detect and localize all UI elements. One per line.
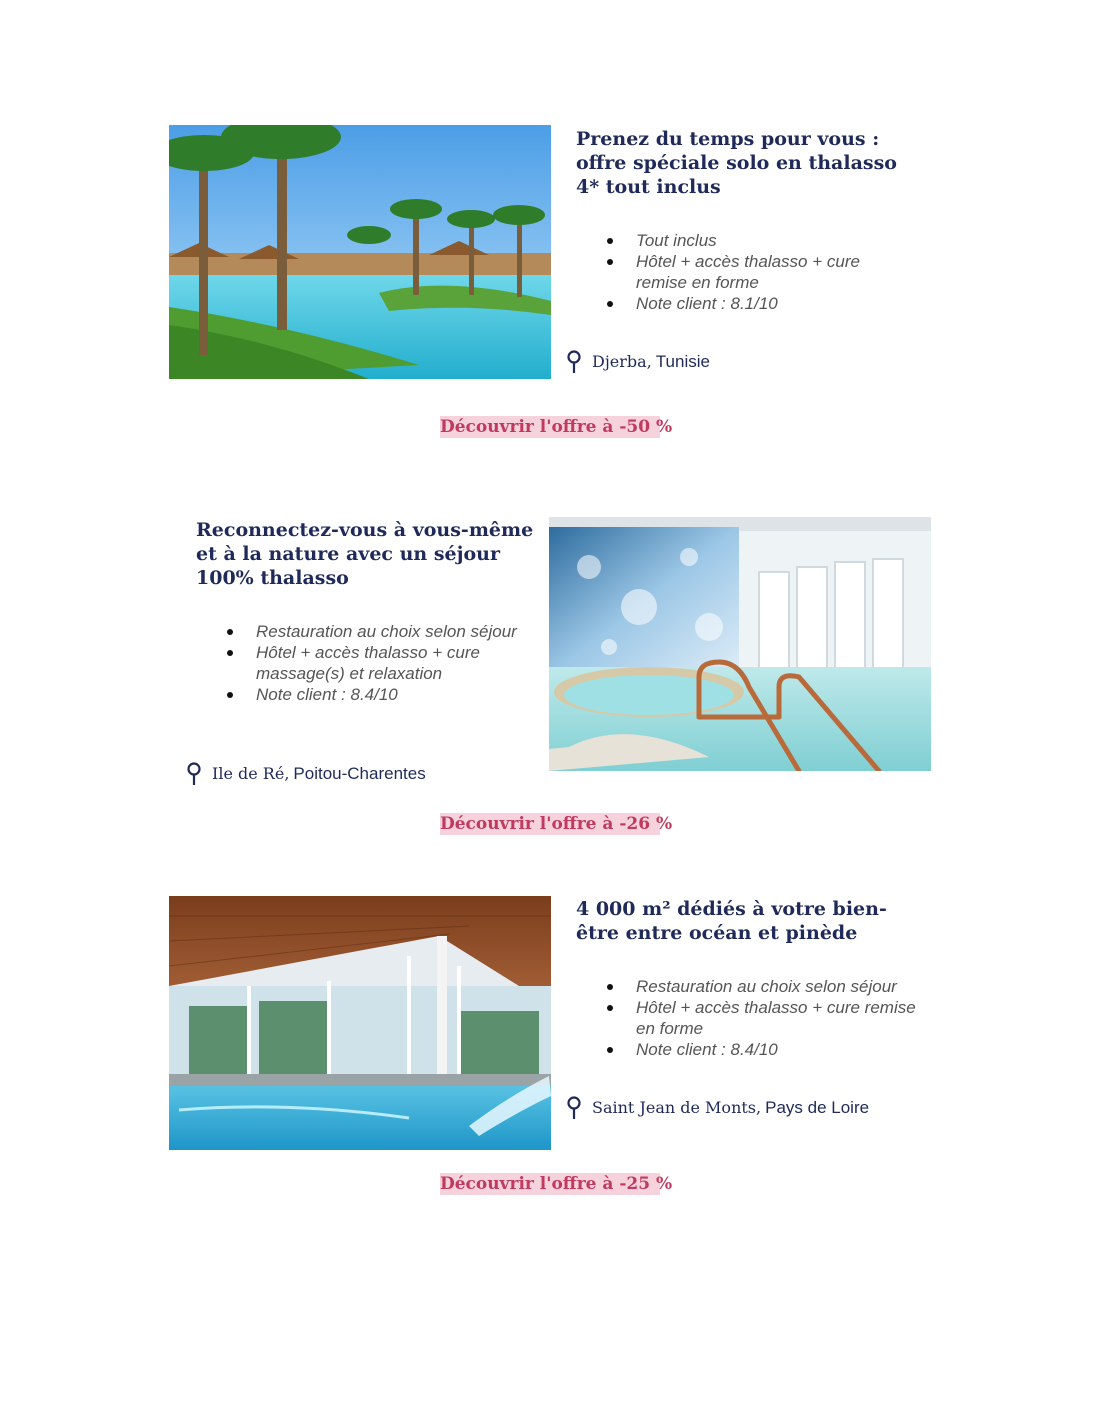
location-separator: , — [284, 764, 290, 783]
offer-title: Prenez du temps pour vous : offre spéciale solo en thalasso 4* tout inclus — [576, 128, 897, 198]
discover-offer-link[interactable]: Découvrir l'offre à -26 % — [440, 814, 673, 834]
location-place: Djerba — [592, 352, 647, 371]
feature-item: Restauration au choix selon séjour — [606, 976, 916, 997]
discover-offer-link[interactable]: Découvrir l'offre à -25 % — [440, 1174, 673, 1194]
offer-features — [226, 621, 536, 705]
feature-item: Tout inclus — [606, 230, 906, 251]
offer-location — [566, 350, 710, 374]
offer-photo-thalasso-hall — [169, 896, 551, 1150]
feature-item: Hôtel + accès thalasso + cure remise en forme — [606, 997, 916, 1039]
feature-item: Note client : 8.4/10 — [606, 1039, 916, 1060]
map-pin-icon — [566, 350, 582, 374]
offer-photo-djerba-pool — [169, 125, 551, 379]
feature-item: Note client : 8.1/10 — [606, 293, 906, 314]
location-region: Tunisie — [655, 352, 710, 371]
offer-title: Reconnectez-vous à vous-même et à la nature avec un séjour 100% thalasso — [196, 519, 534, 589]
map-pin-icon — [186, 762, 202, 786]
location-region: Poitou-Charentes — [293, 764, 426, 783]
feature-item: Hôtel + accès thalasso + cure remise en forme — [606, 251, 906, 293]
offer-photo-indoor-pool — [549, 517, 931, 771]
location-region: Pays de Loire — [765, 1098, 870, 1117]
offer-features — [606, 976, 916, 1060]
location-separator: , — [646, 352, 652, 371]
location-place: Saint Jean de Monts — [592, 1098, 757, 1117]
offer-features — [606, 230, 906, 314]
feature-item: Hôtel + accès thalasso + cure massage(s) et relaxation — [226, 642, 536, 684]
feature-item: Restauration au choix selon séjour — [226, 621, 536, 642]
location-separator: , — [756, 1098, 762, 1117]
offer-location — [566, 1096, 869, 1120]
offer-location — [186, 762, 426, 786]
map-pin-icon — [566, 1096, 582, 1120]
offer-title: 4 000 m² dédiés à votre bien-être entre océan et pinède — [576, 898, 887, 944]
discover-offer-link[interactable]: Découvrir l'offre à -50 % — [440, 417, 673, 437]
location-place: Ile de Ré — [212, 764, 285, 783]
feature-item: Note client : 8.4/10 — [226, 684, 536, 705]
